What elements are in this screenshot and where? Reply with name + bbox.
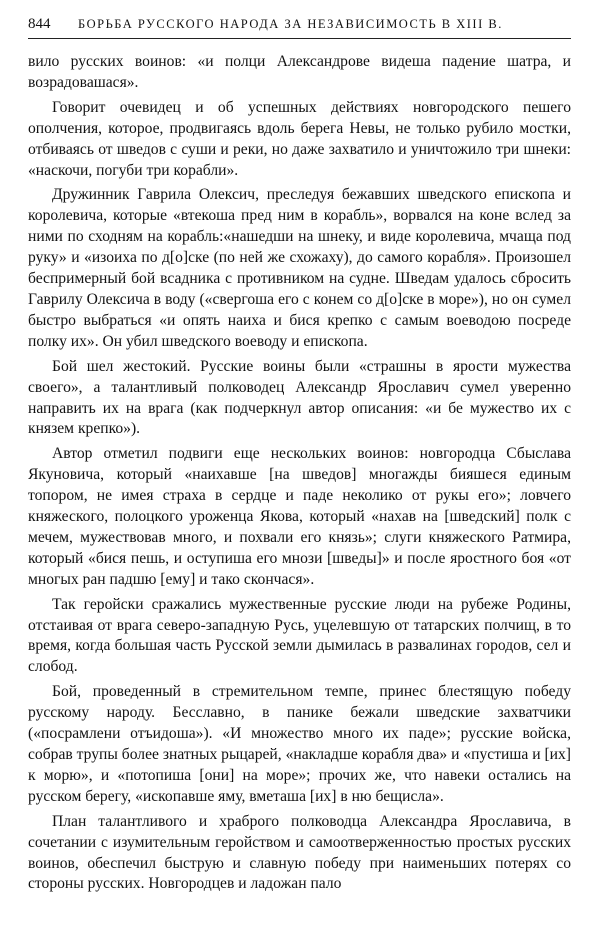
paragraph: План талантливого и храброго полководца Александра Ярославича, в сочетании с изумительным геройством и самоотверженностью простых русских воинов, обеспечил быструю и славную победу при наименьших потерях со стороны русских. Новгородцев и ладожан пало	[28, 812, 571, 893]
running-title: БОРЬБА РУССКОГО НАРОДА ЗА НЕЗАВИСИМОСТЬ В XIII В.	[78, 17, 503, 31]
paragraph: вило русских воинов: «и полци Александрове видеша падение шатра, и возрадовашася».	[28, 53, 571, 91]
body-text	[28, 52, 571, 895]
page-header	[28, 16, 571, 39]
page-number: 844	[28, 16, 51, 32]
paragraph: Бой, проведенный в стремительном темпе, принес блестящую победу русскому народу. Бесславно, в панике бежали шведские захватчики («посрамлени отъидоша»). «И множество много их паде»; русские войска, собрав трупы более знатных рыцарей, «накладше корабля два» и «пустиша и [их] к морю», и «потопиша [они] на море»; прочих же, что навеки остались на русском берегу, «ископавше яму, вметаша [их] в ню бещисла».	[28, 683, 571, 805]
paragraph: Бой шел жестокий. Русские воины были «страшны в ярости мужества своего», а талантливый полководец Александр Ярославич сумел уверенно направить их на врага (как подчеркнул автор описания: «и бе мужество их с князем крепко»).	[28, 357, 571, 438]
paragraph: Автор отметил подвиги еще нескольких воинов: новгородца Сбыслава Якуновича, который «наихавше [на шведов] многажды бияшеся единым топором, не имея страха в сердце и паде неколико от рукы его»; ловчего княжеского, полоцкого уроженца Якова, который «нахав на [шведский] полк с мечем, мужествовав много, и похвали его князь»; слуги княжеского Ратмира, который «бися пешь, и оступиша его мнози [шведы]» и после яростного боя «от многых ран падшю [ему] и тако скончася».	[28, 445, 571, 588]
paragraph: Говорит очевидец и об успешных действиях новгородского пешего ополчения, которое, продвигаясь вдоль берега Невы, не только рубило мостки, отбиваясь от шведов с суши и реки, но даже захватило и уничтожило три шнеки: «наскочи, погуби три корабли».	[28, 98, 571, 179]
paragraph: Так геройски сражались мужественные русские люди на рубеже Родины, отстаивая от врага северо-западную Русь, уцелевшую от татарских полчищ, в то время, когда большая часть Русской земли дымилась в развалинах городов, сел и слобод.	[28, 595, 571, 676]
paragraph: Дружинник Гаврила Олексич, преследуя бежавших шведского епископа и королевича, которые «втекоша пред ним в корабль», ворвался на коне вслед за ними по сходням на корабль:«нашедши на шнеку, и виде королевича, мчаща под руку» и «изоиха по д[о]ске (по ней же схожаху), до самого корабля». Произошел беспримерный бой всадника с противником на судне. Шведам удалось сбросить Гаврилу Олексича в воду («свергоша его с конем со д[о]ске в море»), но он сумел быстро выбраться «и опять наиха и бися крепко с самым воеводою посреде полку их». Он убил шведского воеводу и епископа.	[28, 186, 571, 350]
